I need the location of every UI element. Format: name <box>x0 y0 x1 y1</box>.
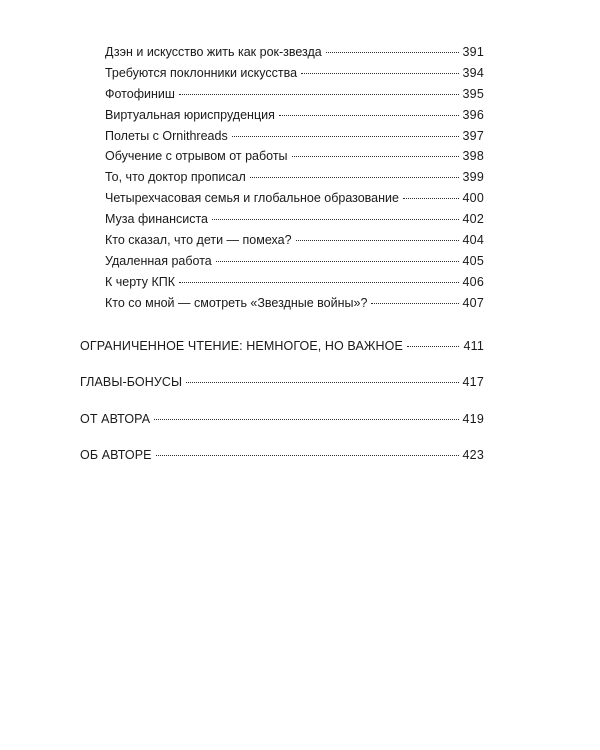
toc-section <box>80 376 484 396</box>
dot-leader <box>250 177 459 178</box>
dot-leader <box>301 73 458 74</box>
toc-subentry <box>105 171 484 192</box>
toc-entry-title: Фотофиниш <box>105 86 175 101</box>
toc-entry-page: 407 <box>462 295 484 310</box>
toc-entry-page: 400 <box>462 191 484 206</box>
dot-leader <box>292 156 459 157</box>
toc-entry-page: 405 <box>462 253 484 268</box>
toc-entry-title: Виртуальная юриспруденция <box>105 107 275 122</box>
dot-leader <box>179 94 459 95</box>
toc-entry-page: 395 <box>462 86 484 101</box>
toc-entry-title: То, что доктор прописал <box>105 170 246 185</box>
toc-entry-page: 396 <box>462 107 484 122</box>
dot-leader <box>403 198 459 199</box>
dot-leader <box>371 303 458 304</box>
toc-section-title: ОГРАНИЧЕННОЕ ЧТЕНИЕ: НЕМНОГОЕ, НО ВАЖНОЕ <box>80 338 403 353</box>
toc-subentry <box>105 255 484 276</box>
toc-section <box>80 449 484 469</box>
dot-leader <box>186 382 458 383</box>
dot-leader <box>212 219 459 220</box>
toc-entry-title: Дзэн и искусство жить как рок-звезда <box>105 45 322 59</box>
toc-section-page: 417 <box>462 374 484 389</box>
toc-entry-title: Четырехчасовая семья и глобальное образование <box>105 191 399 206</box>
toc-entry-page: 398 <box>462 149 484 164</box>
toc-entry-page: 404 <box>462 233 484 248</box>
dot-leader <box>154 419 458 420</box>
toc-subentry <box>105 46 484 67</box>
toc-section-page: 423 <box>462 447 484 462</box>
toc-entry-title: Муза финансиста <box>105 212 209 227</box>
toc-section-page: 411 <box>463 338 484 353</box>
dot-leader <box>296 240 459 241</box>
dot-leader <box>216 261 459 262</box>
toc-subentry <box>105 192 484 213</box>
toc-entry-title: К черту КПК <box>105 274 176 289</box>
dot-leader <box>179 282 458 283</box>
toc-entry-title: Кто со мной — смотреть «Звездные войны»? <box>105 295 368 310</box>
dot-leader <box>156 455 459 456</box>
toc-subentry <box>105 67 484 88</box>
toc-entry-title: Кто сказал, что дети — помеха? <box>105 233 292 248</box>
toc-section-page: 419 <box>462 411 484 426</box>
toc-entry-page: 391 <box>462 45 484 59</box>
toc-entry-page: 402 <box>462 212 484 227</box>
toc-entry-title: Требуются поклонники искусства <box>105 65 298 80</box>
toc-entry-title: Удаленная работа <box>105 253 212 268</box>
toc-subentry <box>105 88 484 109</box>
toc-subentry <box>105 276 484 297</box>
toc-subentry <box>105 109 484 130</box>
toc-subentry <box>105 213 484 234</box>
toc-entry-page: 394 <box>462 65 484 80</box>
toc-subentry <box>105 234 484 255</box>
dot-leader <box>407 346 460 347</box>
table-of-contents <box>0 46 600 469</box>
toc-section <box>80 413 484 433</box>
dot-leader <box>279 115 459 116</box>
dot-leader <box>232 136 459 137</box>
toc-subentry <box>105 297 484 318</box>
toc-entry-title: Полеты с Ornithreads <box>105 128 228 143</box>
toc-entry-page: 397 <box>462 128 484 143</box>
dot-leader <box>326 52 459 53</box>
toc-section <box>80 340 484 360</box>
toc-section-title: ОТ АВТОРА <box>80 411 151 426</box>
toc-entry-page: 399 <box>462 170 484 185</box>
toc-section-title: ГЛАВЫ-БОНУСЫ <box>80 374 183 389</box>
toc-subentry <box>105 150 484 171</box>
toc-entry-page: 406 <box>462 274 484 289</box>
toc-subentry <box>105 130 484 151</box>
toc-section-title: ОБ АВТОРЕ <box>80 447 152 462</box>
toc-entry-title: Обучение с отрывом от работы <box>105 149 288 164</box>
